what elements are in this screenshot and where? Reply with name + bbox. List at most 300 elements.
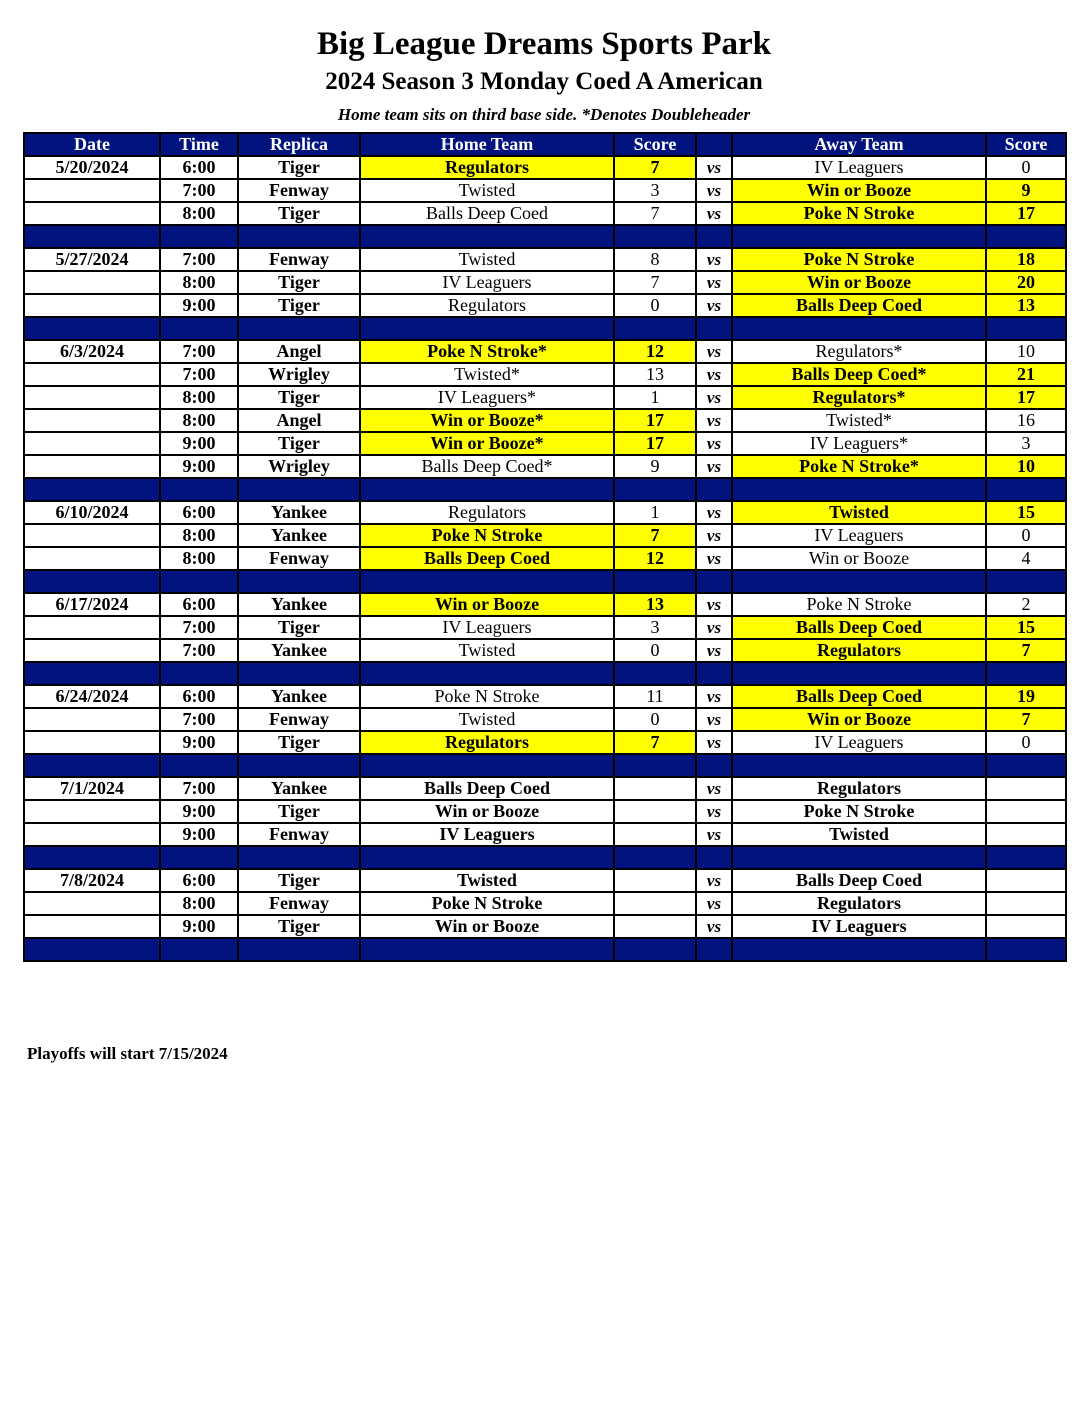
home-score-cell: 17 xyxy=(614,409,696,432)
game-row xyxy=(24,501,1066,524)
separator-cell xyxy=(732,754,986,777)
date-cell: 7/1/2024 xyxy=(24,777,160,800)
separator-cell xyxy=(696,754,732,777)
separator-cell xyxy=(24,938,160,961)
date-cell xyxy=(24,547,160,570)
separator-cell xyxy=(614,754,696,777)
away-score-cell: 10 xyxy=(986,455,1066,478)
away-score-cell: 3 xyxy=(986,432,1066,455)
date-cell: 6/24/2024 xyxy=(24,685,160,708)
away-score-cell xyxy=(986,823,1066,846)
away-score-cell: 15 xyxy=(986,616,1066,639)
time-cell: 6:00 xyxy=(160,156,238,179)
vs-cell: vs xyxy=(696,202,732,225)
separator-cell xyxy=(696,938,732,961)
game-row xyxy=(24,869,1066,892)
away-team-cell: Regulators xyxy=(732,639,986,662)
away-score-cell: 15 xyxy=(986,501,1066,524)
date-cell xyxy=(24,432,160,455)
vs-cell: vs xyxy=(696,248,732,271)
time-cell: 8:00 xyxy=(160,271,238,294)
date-cell xyxy=(24,639,160,662)
game-row xyxy=(24,409,1066,432)
game-row xyxy=(24,363,1066,386)
home-team-cell: Regulators xyxy=(360,156,614,179)
game-row xyxy=(24,248,1066,271)
home-score-cell: 17 xyxy=(614,432,696,455)
replica-cell: Fenway xyxy=(238,823,360,846)
separator-cell xyxy=(24,317,160,340)
separator-cell xyxy=(360,478,614,501)
home-score-cell xyxy=(614,915,696,938)
time-cell: 6:00 xyxy=(160,501,238,524)
home-team-cell: Poke N Stroke* xyxy=(360,340,614,363)
vs-cell: vs xyxy=(696,892,732,915)
replica-cell: Yankee xyxy=(238,639,360,662)
date-cell xyxy=(24,892,160,915)
game-row xyxy=(24,524,1066,547)
separator-cell xyxy=(986,754,1066,777)
home-team-cell: IV Leaguers xyxy=(360,823,614,846)
away-team-cell: Balls Deep Coed xyxy=(732,294,986,317)
time-cell: 6:00 xyxy=(160,869,238,892)
replica-cell: Tiger xyxy=(238,731,360,754)
away-team-cell: Poke N Stroke* xyxy=(732,455,986,478)
away-team-cell: IV Leaguers xyxy=(732,524,986,547)
away-team-cell: Poke N Stroke xyxy=(732,593,986,616)
replica-cell: Tiger xyxy=(238,271,360,294)
page-subtitle: 2024 Season 3 Monday Coed A American xyxy=(325,68,763,95)
separator-cell xyxy=(360,570,614,593)
date-cell xyxy=(24,800,160,823)
vs-cell: vs xyxy=(696,593,732,616)
date-cell xyxy=(24,524,160,547)
date-cell xyxy=(24,708,160,731)
home-team-cell: Twisted xyxy=(360,179,614,202)
time-cell: 7:00 xyxy=(160,179,238,202)
separator-cell xyxy=(732,225,986,248)
away-score-cell: 7 xyxy=(986,708,1066,731)
time-cell: 8:00 xyxy=(160,386,238,409)
separator-cell xyxy=(986,570,1066,593)
schedule-table xyxy=(23,132,1067,962)
time-cell: 9:00 xyxy=(160,294,238,317)
separator-cell xyxy=(732,938,986,961)
time-cell: 9:00 xyxy=(160,915,238,938)
separator-cell xyxy=(614,478,696,501)
away-team-cell: Win or Booze xyxy=(732,271,986,294)
replica-cell: Yankee xyxy=(238,501,360,524)
separator-cell xyxy=(986,317,1066,340)
replica-cell: Yankee xyxy=(238,685,360,708)
separator-cell xyxy=(614,938,696,961)
home-team-cell: Balls Deep Coed* xyxy=(360,455,614,478)
away-score-cell xyxy=(986,777,1066,800)
separator-cell xyxy=(696,570,732,593)
home-team-cell: Win or Booze xyxy=(360,915,614,938)
away-team-cell: Win or Booze xyxy=(732,547,986,570)
home-score-cell xyxy=(614,892,696,915)
game-row xyxy=(24,386,1066,409)
home-team-cell: Twisted xyxy=(360,248,614,271)
away-score-cell xyxy=(986,892,1066,915)
replica-cell: Fenway xyxy=(238,547,360,570)
date-cell: 5/27/2024 xyxy=(24,248,160,271)
separator-cell xyxy=(360,754,614,777)
replica-cell: Tiger xyxy=(238,202,360,225)
separator-cell xyxy=(986,846,1066,869)
away-team-cell: IV Leaguers xyxy=(732,915,986,938)
home-team-cell: Balls Deep Coed xyxy=(360,202,614,225)
separator-cell xyxy=(614,317,696,340)
separator-cell xyxy=(238,225,360,248)
separator-cell xyxy=(238,478,360,501)
replica-cell: Angel xyxy=(238,340,360,363)
column-header-away-score: Score xyxy=(986,133,1066,156)
column-header-time: Time xyxy=(160,133,238,156)
date-cell: 5/20/2024 xyxy=(24,156,160,179)
vs-cell: vs xyxy=(696,340,732,363)
replica-cell: Tiger xyxy=(238,869,360,892)
separator-cell xyxy=(24,225,160,248)
separator-cell xyxy=(360,846,614,869)
vs-cell: vs xyxy=(696,731,732,754)
replica-cell: Fenway xyxy=(238,708,360,731)
away-team-cell: Balls Deep Coed xyxy=(732,685,986,708)
date-cell: 6/3/2024 xyxy=(24,340,160,363)
separator-cell xyxy=(360,225,614,248)
away-team-cell: IV Leaguers xyxy=(732,156,986,179)
separator-cell xyxy=(238,317,360,340)
date-cell xyxy=(24,363,160,386)
time-cell: 7:00 xyxy=(160,248,238,271)
separator-cell xyxy=(696,225,732,248)
replica-cell: Tiger xyxy=(238,800,360,823)
week-separator-row xyxy=(24,846,1066,869)
vs-cell: vs xyxy=(696,547,732,570)
separator-cell xyxy=(238,754,360,777)
column-header-date: Date xyxy=(24,133,160,156)
date-cell: 6/10/2024 xyxy=(24,501,160,524)
vs-cell: vs xyxy=(696,639,732,662)
home-team-cell: IV Leaguers* xyxy=(360,386,614,409)
separator-cell xyxy=(160,225,238,248)
date-cell xyxy=(24,915,160,938)
away-score-cell xyxy=(986,800,1066,823)
home-score-cell: 3 xyxy=(614,179,696,202)
home-team-cell: Win or Booze xyxy=(360,800,614,823)
home-score-cell: 1 xyxy=(614,501,696,524)
game-row xyxy=(24,800,1066,823)
game-row xyxy=(24,731,1066,754)
vs-cell: vs xyxy=(696,501,732,524)
away-team-cell: IV Leaguers* xyxy=(732,432,986,455)
home-score-cell: 7 xyxy=(614,524,696,547)
time-cell: 7:00 xyxy=(160,616,238,639)
home-score-cell xyxy=(614,823,696,846)
away-team-cell: Balls Deep Coed xyxy=(732,616,986,639)
game-row xyxy=(24,547,1066,570)
time-cell: 7:00 xyxy=(160,708,238,731)
game-row xyxy=(24,455,1066,478)
date-cell xyxy=(24,386,160,409)
home-score-cell: 13 xyxy=(614,593,696,616)
schedule-body xyxy=(24,156,1066,961)
vs-cell: vs xyxy=(696,271,732,294)
separator-cell xyxy=(696,317,732,340)
away-score-cell: 17 xyxy=(986,202,1066,225)
vs-cell: vs xyxy=(696,685,732,708)
separator-cell xyxy=(24,570,160,593)
away-score-cell: 2 xyxy=(986,593,1066,616)
time-cell: 8:00 xyxy=(160,547,238,570)
home-team-cell: Twisted* xyxy=(360,363,614,386)
game-row xyxy=(24,708,1066,731)
away-score-cell xyxy=(986,915,1066,938)
home-team-cell: Regulators xyxy=(360,731,614,754)
home-score-cell: 7 xyxy=(614,156,696,179)
separator-cell xyxy=(24,754,160,777)
away-team-cell: Poke N Stroke xyxy=(732,800,986,823)
home-team-cell: IV Leaguers xyxy=(360,616,614,639)
home-score-cell: 11 xyxy=(614,685,696,708)
vs-cell: vs xyxy=(696,777,732,800)
time-cell: 8:00 xyxy=(160,892,238,915)
away-team-cell: Twisted xyxy=(732,823,986,846)
separator-cell xyxy=(732,662,986,685)
away-score-cell: 0 xyxy=(986,731,1066,754)
column-header-home-score: Score xyxy=(614,133,696,156)
time-cell: 9:00 xyxy=(160,823,238,846)
vs-cell: vs xyxy=(696,800,732,823)
away-score-cell: 4 xyxy=(986,547,1066,570)
game-row xyxy=(24,179,1066,202)
date-cell xyxy=(24,823,160,846)
time-cell: 7:00 xyxy=(160,363,238,386)
date-cell xyxy=(24,294,160,317)
week-separator-row xyxy=(24,570,1066,593)
home-score-cell xyxy=(614,777,696,800)
away-score-cell: 9 xyxy=(986,179,1066,202)
separator-cell xyxy=(160,754,238,777)
replica-cell: Angel xyxy=(238,409,360,432)
separator-cell xyxy=(614,225,696,248)
home-team-cell: Twisted xyxy=(360,869,614,892)
home-score-cell: 0 xyxy=(614,639,696,662)
vs-cell: vs xyxy=(696,363,732,386)
week-separator-row xyxy=(24,225,1066,248)
separator-cell xyxy=(24,846,160,869)
time-cell: 9:00 xyxy=(160,731,238,754)
date-cell: 7/8/2024 xyxy=(24,869,160,892)
home-team-cell: Poke N Stroke xyxy=(360,685,614,708)
away-score-cell: 18 xyxy=(986,248,1066,271)
replica-cell: Fenway xyxy=(238,179,360,202)
home-score-cell: 0 xyxy=(614,708,696,731)
vs-cell: vs xyxy=(696,616,732,639)
replica-cell: Fenway xyxy=(238,248,360,271)
time-cell: 7:00 xyxy=(160,777,238,800)
time-cell: 8:00 xyxy=(160,202,238,225)
home-score-cell: 9 xyxy=(614,455,696,478)
game-row xyxy=(24,271,1066,294)
time-cell: 7:00 xyxy=(160,340,238,363)
replica-cell: Tiger xyxy=(238,432,360,455)
away-score-cell: 17 xyxy=(986,386,1066,409)
separator-cell xyxy=(696,846,732,869)
time-cell: 6:00 xyxy=(160,685,238,708)
replica-cell: Wrigley xyxy=(238,363,360,386)
away-score-cell: 10 xyxy=(986,340,1066,363)
vs-cell: vs xyxy=(696,432,732,455)
vs-cell: vs xyxy=(696,869,732,892)
date-cell xyxy=(24,179,160,202)
home-score-cell: 7 xyxy=(614,271,696,294)
away-score-cell: 0 xyxy=(986,156,1066,179)
separator-cell xyxy=(986,938,1066,961)
vs-cell: vs xyxy=(696,455,732,478)
separator-cell xyxy=(696,662,732,685)
away-score-cell: 13 xyxy=(986,294,1066,317)
away-team-cell: Twisted xyxy=(732,501,986,524)
home-team-cell: Twisted xyxy=(360,639,614,662)
replica-cell: Tiger xyxy=(238,294,360,317)
home-score-cell: 0 xyxy=(614,294,696,317)
schedule-note: Home team sits on third base side. *Denotes Doubleheader xyxy=(337,105,751,124)
separator-cell xyxy=(160,317,238,340)
replica-cell: Wrigley xyxy=(238,455,360,478)
away-team-cell: Win or Booze xyxy=(732,179,986,202)
game-row xyxy=(24,915,1066,938)
separator-cell xyxy=(732,317,986,340)
away-team-cell: Regulators xyxy=(732,892,986,915)
game-row xyxy=(24,777,1066,800)
separator-cell xyxy=(986,662,1066,685)
separator-cell xyxy=(614,662,696,685)
replica-cell: Tiger xyxy=(238,156,360,179)
game-row xyxy=(24,639,1066,662)
week-separator-row xyxy=(24,754,1066,777)
home-score-cell: 12 xyxy=(614,340,696,363)
separator-cell xyxy=(360,317,614,340)
home-score-cell: 13 xyxy=(614,363,696,386)
week-separator-row xyxy=(24,938,1066,961)
date-cell: 6/17/2024 xyxy=(24,593,160,616)
separator-cell xyxy=(696,478,732,501)
date-cell xyxy=(24,616,160,639)
separator-cell xyxy=(160,478,238,501)
separator-cell xyxy=(160,570,238,593)
game-row xyxy=(24,202,1066,225)
game-row xyxy=(24,340,1066,363)
separator-cell xyxy=(732,570,986,593)
replica-cell: Yankee xyxy=(238,524,360,547)
date-cell xyxy=(24,202,160,225)
home-score-cell: 12 xyxy=(614,547,696,570)
away-team-cell: IV Leaguers xyxy=(732,731,986,754)
home-score-cell: 7 xyxy=(614,202,696,225)
game-row xyxy=(24,616,1066,639)
away-score-cell: 0 xyxy=(986,524,1066,547)
game-row xyxy=(24,593,1066,616)
away-score-cell: 16 xyxy=(986,409,1066,432)
separator-cell xyxy=(238,570,360,593)
vs-cell: vs xyxy=(696,156,732,179)
game-row xyxy=(24,892,1066,915)
vs-cell: vs xyxy=(696,294,732,317)
time-cell: 8:00 xyxy=(160,409,238,432)
home-team-cell: Poke N Stroke xyxy=(360,524,614,547)
away-team-cell: Regulators xyxy=(732,777,986,800)
week-separator-row xyxy=(24,662,1066,685)
page-title: Big League Dreams Sports Park xyxy=(316,26,772,62)
time-cell: 9:00 xyxy=(160,800,238,823)
away-team-cell: Regulators* xyxy=(732,340,986,363)
vs-cell: vs xyxy=(696,915,732,938)
separator-cell xyxy=(160,662,238,685)
week-separator-row xyxy=(24,317,1066,340)
home-team-cell: Balls Deep Coed xyxy=(360,777,614,800)
away-score-cell: 21 xyxy=(986,363,1066,386)
vs-cell: vs xyxy=(696,524,732,547)
vs-cell: vs xyxy=(696,409,732,432)
home-score-cell: 8 xyxy=(614,248,696,271)
date-cell xyxy=(24,731,160,754)
time-cell: 9:00 xyxy=(160,455,238,478)
time-cell: 8:00 xyxy=(160,524,238,547)
separator-cell xyxy=(614,570,696,593)
vs-cell: vs xyxy=(696,386,732,409)
vs-cell: vs xyxy=(696,708,732,731)
date-cell xyxy=(24,455,160,478)
home-team-cell: Win or Booze* xyxy=(360,432,614,455)
away-team-cell: Twisted* xyxy=(732,409,986,432)
home-team-cell: Poke N Stroke xyxy=(360,892,614,915)
separator-cell xyxy=(986,478,1066,501)
separator-cell xyxy=(160,938,238,961)
home-team-cell: Win or Booze xyxy=(360,593,614,616)
separator-cell xyxy=(160,846,238,869)
home-team-cell: Twisted xyxy=(360,708,614,731)
separator-cell xyxy=(238,846,360,869)
game-row xyxy=(24,432,1066,455)
time-cell: 9:00 xyxy=(160,432,238,455)
week-separator-row xyxy=(24,478,1066,501)
home-score-cell: 7 xyxy=(614,731,696,754)
home-score-cell: 1 xyxy=(614,386,696,409)
separator-cell xyxy=(360,938,614,961)
table-header-row xyxy=(24,133,1066,156)
home-team-cell: Win or Booze* xyxy=(360,409,614,432)
date-cell xyxy=(24,409,160,432)
away-team-cell: Balls Deep Coed* xyxy=(732,363,986,386)
game-row xyxy=(24,685,1066,708)
date-cell xyxy=(24,271,160,294)
separator-cell xyxy=(24,662,160,685)
home-team-cell: Regulators xyxy=(360,294,614,317)
column-header-away-team: Away Team xyxy=(732,133,986,156)
separator-cell xyxy=(238,662,360,685)
home-team-cell: Regulators xyxy=(360,501,614,524)
replica-cell: Tiger xyxy=(238,915,360,938)
separator-cell xyxy=(24,478,160,501)
separator-cell xyxy=(360,662,614,685)
game-row xyxy=(24,823,1066,846)
home-team-cell: Balls Deep Coed xyxy=(360,547,614,570)
away-team-cell: Poke N Stroke xyxy=(732,202,986,225)
separator-cell xyxy=(614,846,696,869)
time-cell: 7:00 xyxy=(160,639,238,662)
